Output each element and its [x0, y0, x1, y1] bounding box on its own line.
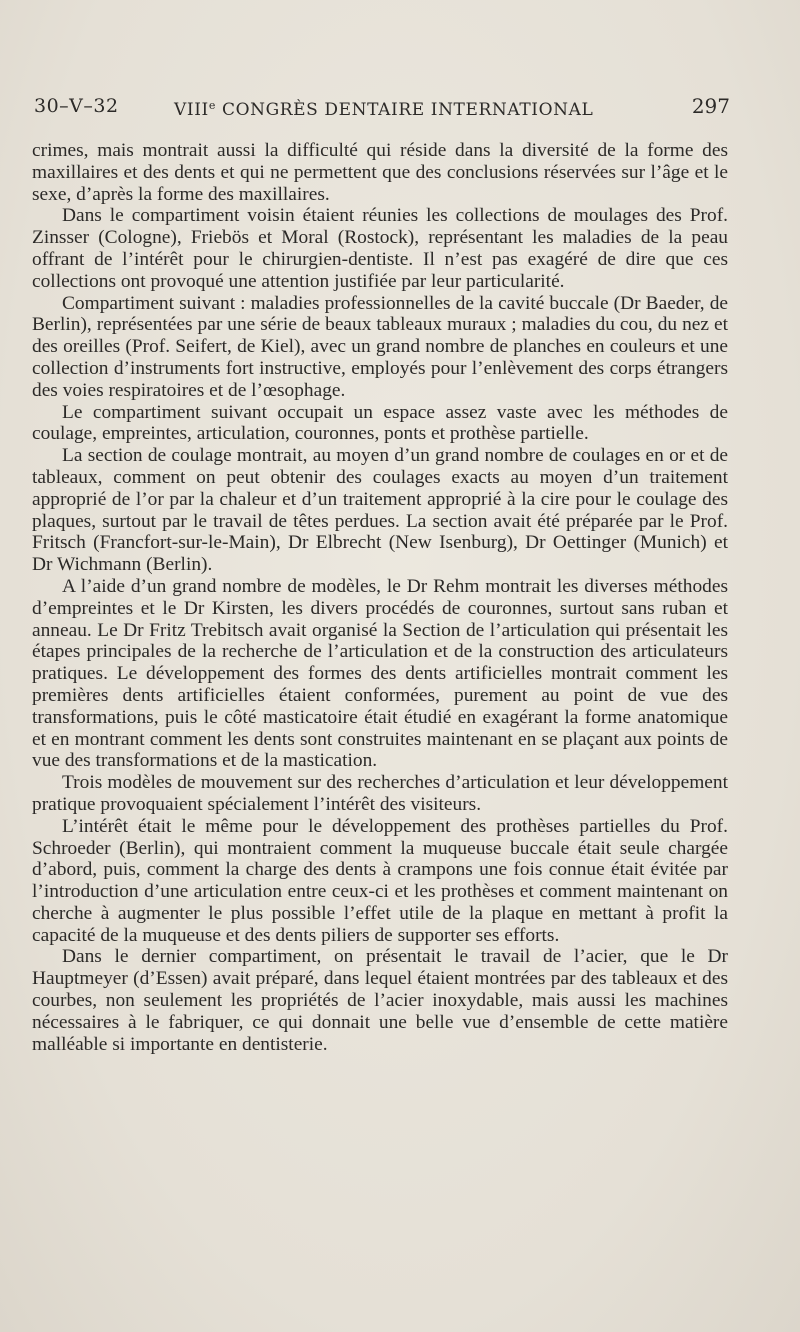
- paragraph: La section de coulage montrait, au moyen d’un grand nombre de coulages en or et de tableaux, comment on peut obtenir des coulages exacts au moyen d’un traitement approprié de l’or par la chaleur et d’un traitement approprié à la cire pour le coulage des plaques, surtout par le travail de têtes perdues. La section avait été préparée par le Prof. Fritsch (Francfort-sur-le-Main), Dr Elbrecht (New Isenburg), Dr Oettinger (Munich) et Dr Wichmann (Berlin).: [32, 445, 728, 576]
- paragraph: Le compartiment suivant occupait un espace assez vaste avec les méthodes de coulage, empreintes, articulation, couronnes, ponts et prothèse partielle.: [32, 401, 728, 445]
- running-head: [34, 92, 730, 120]
- paragraph: Dans le compartiment voisin étaient réunies les collections de moulages des Prof. Zinsser (Cologne), Friebös et Moral (Rostock), représentant les maladies de la peau offrant de l’intérêt pour le chirurgien-dentiste. Il n’est pas exagéré de dire que ces collections ont provoqué une attention justifiée par leur particularité.: [32, 205, 728, 292]
- paragraph: Compartiment suivant : maladies professionnelles de la cavité buccale (Dr Baeder, de Berlin), représentées par une série de beaux tableaux muraux ; maladies du cou, du nez et des oreilles (Prof. Seifert, de Kiel), avec un grand nombre de planches en couleurs et une collection d’instruments fort instructive, employés pour l’enlèvement des corps étrangers des voies respiratoires et de l’œsophage.: [32, 292, 728, 401]
- congress-title: CONGRÈS DENTAIRE INTERNATIONAL: [221, 100, 594, 120]
- paragraph: L’intérêt était le même pour le développement des prothèses partielles du Prof. Schroeder (Berlin), qui montraient comment la muqueuse buccale était seule chargée d’abord, puis, comment la charge des dents à crampons une fois connue était évitée par l’introduction d’une articulation entre ceux-ci et les prothèses et comment maintenant on cherche à augmenter le plus possible l’effet utile de la plaque en mettant à profit la capacité de la muqueuse et des dents piliers de supporter ses efforts.: [32, 815, 728, 946]
- congress-number: VIII: [174, 100, 209, 120]
- paragraph: A l’aide d’un grand nombre de modèles, le Dr Rehm montrait les diverses méthodes d’empreintes et le Dr Kirsten, les divers procédés de couronnes, surtout sans ruban et anneau. Le Dr Fritz Trebitsch avait organisé la Section de l’articulation qui présentait les étapes principales de la recherche de l’articulation et de la construction des articulateurs pratiques. Le développement des formes des dents artificielles montrait comment les premières dents artificielles étaient conformées, purement au point de vue des transformations, puis le côté masticatoire était étudié en exagérant la forme anatomique et en montrant comment les dents sont construites maintenant en se plaçant aux points de vue des transformations et de la mastication.: [32, 575, 728, 772]
- paragraph: crimes, mais montrait aussi la difficulté qui réside dans la diversité de la forme des maxillaires et des dents et qui ne permettent que des conclusions réservées sur l’âge et le sexe, d’après la forme des maxillaires.: [32, 140, 728, 205]
- journal-title: [174, 92, 593, 124]
- ordinal-suffix: e: [208, 99, 216, 112]
- date-reference: 30–V–32: [34, 95, 119, 117]
- paragraph: Trois modèles de mouvement sur des recherches d’articulation et leur développement pratique provoquaient spécialement l’intérêt des visiteurs.: [32, 772, 728, 815]
- body-text: [32, 140, 728, 1055]
- page-number: 297: [691, 94, 730, 118]
- paragraph: Dans le dernier compartiment, on présentait le travail de l’acier, que le Dr Hauptmeyer (d’Essen) avait préparé, dans lequel étaient montrées par des tableaux et des courbes, non seulement les propriétés de l’acier inoxydable, mais aussi les machines nécessaires à le fabriquer, ce qui donnait une belle vue d’ensemble de cette matière malléable si importante en dentisterie.: [32, 946, 728, 1055]
